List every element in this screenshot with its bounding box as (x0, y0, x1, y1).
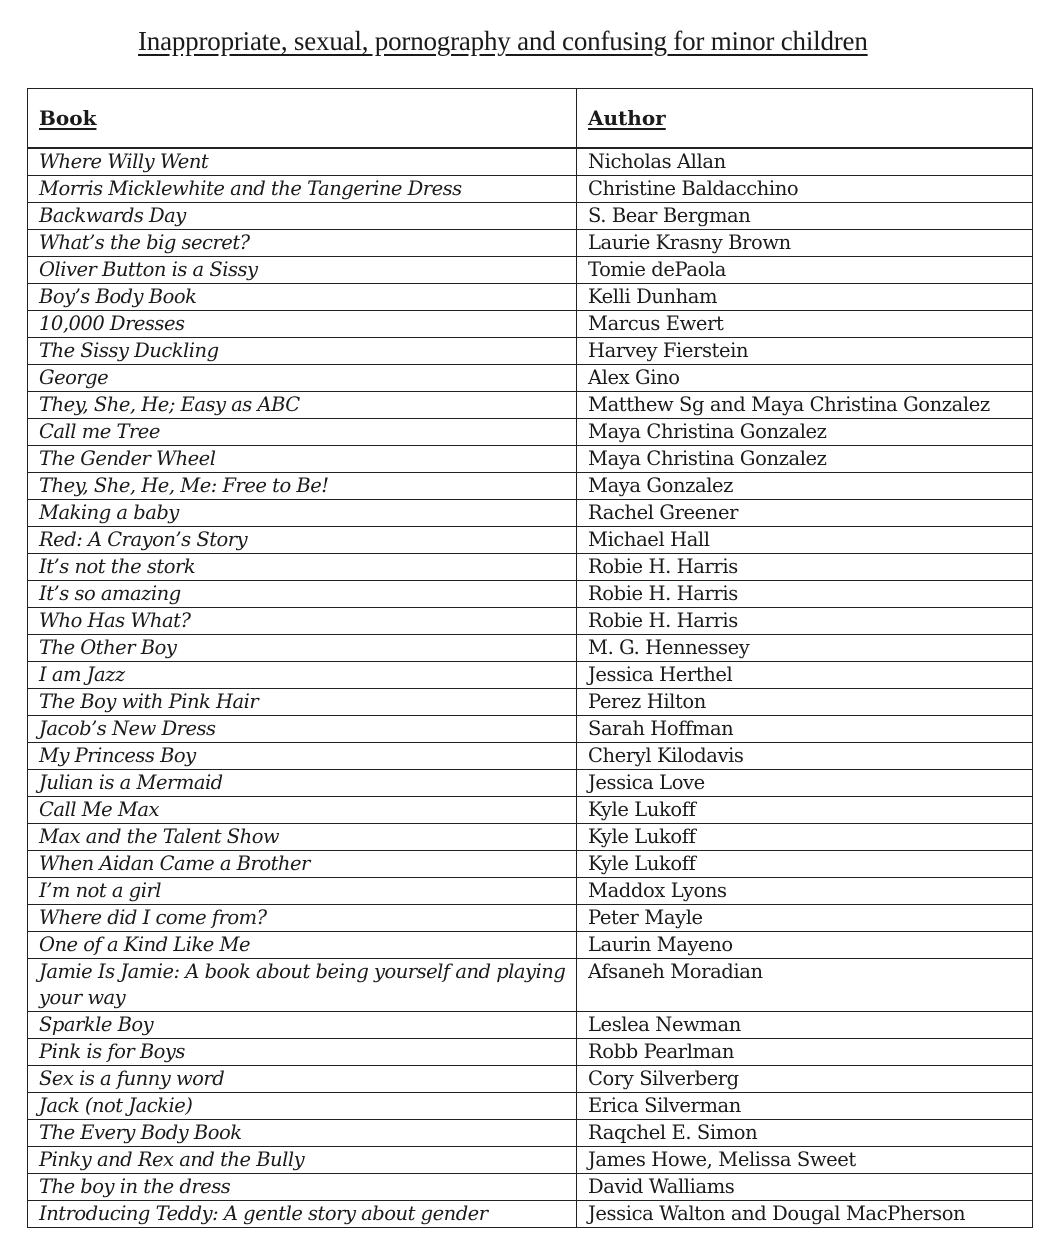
author-cell: Peter Mayle (577, 905, 1033, 932)
table-row (28, 770, 1033, 797)
column-header-author: Author (577, 89, 1033, 149)
table-row (28, 1093, 1033, 1120)
book-title-cell: Julian is a Mermaid (28, 770, 577, 797)
table-row (28, 230, 1033, 257)
table-row (28, 878, 1033, 905)
book-title-cell: One of a Kind Like Me (28, 932, 577, 959)
author-cell: Kyle Lukoff (577, 851, 1033, 878)
book-title-cell: Oliver Button is a Sissy (28, 257, 577, 284)
author-cell: James Howe, Melissa Sweet (577, 1147, 1033, 1174)
table-row (28, 392, 1033, 419)
table-body (28, 148, 1033, 1228)
book-title-cell: Backwards Day (28, 203, 577, 230)
author-cell: Matthew Sg and Maya Christina Gonzalez (577, 392, 1033, 419)
book-title-cell: Pink is for Boys (28, 1039, 577, 1066)
book-title-cell: Pinky and Rex and the Bully (28, 1147, 577, 1174)
author-cell: Jessica Walton and Dougal MacPherson (577, 1201, 1033, 1228)
book-title-cell: George (28, 365, 577, 392)
author-cell: Maya Christina Gonzalez (577, 446, 1033, 473)
table-row (28, 554, 1033, 581)
author-cell: Cheryl Kilodavis (577, 743, 1033, 770)
table-row (28, 365, 1033, 392)
author-cell: Afsaneh Moradian (577, 959, 1033, 1012)
book-title-cell: Red: A Crayon’s Story (28, 527, 577, 554)
book-title-cell: The Other Boy (28, 635, 577, 662)
author-cell: Robb Pearlman (577, 1039, 1033, 1066)
book-title-cell: The Gender Wheel (28, 446, 577, 473)
book-title-cell: The boy in the dress (28, 1174, 577, 1201)
author-cell: Christine Baldacchino (577, 176, 1033, 203)
table-row (28, 1012, 1033, 1039)
table-row (28, 338, 1033, 365)
table-row (28, 716, 1033, 743)
author-cell: Rachel Greener (577, 500, 1033, 527)
table-row (28, 1201, 1033, 1228)
table-header-row (28, 89, 1033, 149)
book-title-cell: Sex is a funny word (28, 1066, 577, 1093)
column-header-book: Book (28, 89, 577, 149)
table-row (28, 419, 1033, 446)
author-cell: Robie H. Harris (577, 581, 1033, 608)
book-title-cell: Jacob’s New Dress (28, 716, 577, 743)
book-title-cell: Boy’s Body Book (28, 284, 577, 311)
book-title-cell: 10,000 Dresses (28, 311, 577, 338)
author-cell: Tomie dePaola (577, 257, 1033, 284)
author-cell: Erica Silverman (577, 1093, 1033, 1120)
book-list-table (27, 88, 1033, 1228)
book-title-cell: Morris Micklewhite and the Tangerine Dress (28, 176, 577, 203)
author-cell: Laurie Krasny Brown (577, 230, 1033, 257)
author-cell: Kelli Dunham (577, 284, 1033, 311)
table-row (28, 1039, 1033, 1066)
author-cell: Raqchel E. Simon (577, 1120, 1033, 1147)
book-title-cell: Sparkle Boy (28, 1012, 577, 1039)
table-row (28, 635, 1033, 662)
book-title-cell: Jamie Is Jamie: A book about being yourself and playing your way (28, 959, 577, 1012)
author-cell: Michael Hall (577, 527, 1033, 554)
table-row (28, 797, 1033, 824)
book-title-cell: Introducing Teddy: A gentle story about gender (28, 1201, 577, 1228)
table-row (28, 311, 1033, 338)
book-title-cell: They, She, He; Easy as ABC (28, 392, 577, 419)
book-title-cell: What’s the big secret? (28, 230, 577, 257)
table-row (28, 959, 1033, 1012)
table-row (28, 527, 1033, 554)
author-cell: Jessica Love (577, 770, 1033, 797)
book-title-cell: Max and the Talent Show (28, 824, 577, 851)
table-row (28, 1120, 1033, 1147)
author-cell: Leslea Newman (577, 1012, 1033, 1039)
author-cell: Jessica Herthel (577, 662, 1033, 689)
author-cell: Maya Gonzalez (577, 473, 1033, 500)
book-title-cell: The Every Body Book (28, 1120, 577, 1147)
author-cell: Nicholas Allan (577, 148, 1033, 176)
book-title-cell: Making a baby (28, 500, 577, 527)
table-row (28, 284, 1033, 311)
author-cell: Kyle Lukoff (577, 824, 1033, 851)
table-row (28, 824, 1033, 851)
book-title-cell: The Sissy Duckling (28, 338, 577, 365)
table-row (28, 148, 1033, 176)
author-cell: Kyle Lukoff (577, 797, 1033, 824)
table-row (28, 203, 1033, 230)
table-row (28, 932, 1033, 959)
author-cell: Sarah Hoffman (577, 716, 1033, 743)
table-row (28, 176, 1033, 203)
book-title-cell: Where did I come from? (28, 905, 577, 932)
author-cell: Harvey Fierstein (577, 338, 1033, 365)
table-row (28, 1147, 1033, 1174)
table-row (28, 608, 1033, 635)
book-title-cell: Call Me Max (28, 797, 577, 824)
table-row (28, 851, 1033, 878)
book-title-cell: I am Jazz (28, 662, 577, 689)
table-row (28, 689, 1033, 716)
author-cell: Maya Christina Gonzalez (577, 419, 1033, 446)
book-title-cell: My Princess Boy (28, 743, 577, 770)
author-cell: M. G. Hennessey (577, 635, 1033, 662)
author-cell: Robie H. Harris (577, 608, 1033, 635)
book-title-cell: Who Has What? (28, 608, 577, 635)
author-cell: Laurin Mayeno (577, 932, 1033, 959)
table-row (28, 1174, 1033, 1201)
author-cell: S. Bear Bergman (577, 203, 1033, 230)
book-title-cell: When Aidan Came a Brother (28, 851, 577, 878)
author-cell: Marcus Ewert (577, 311, 1033, 338)
table-row (28, 1066, 1033, 1093)
book-title-cell: Where Willy Went (28, 148, 577, 176)
table-row (28, 500, 1033, 527)
table-row (28, 743, 1033, 770)
author-cell: Alex Gino (577, 365, 1033, 392)
book-title-cell: Call me Tree (28, 419, 577, 446)
table-row (28, 581, 1033, 608)
table-row (28, 905, 1033, 932)
book-title-cell: The Boy with Pink Hair (28, 689, 577, 716)
author-cell: David Walliams (577, 1174, 1033, 1201)
book-title-cell: It’s not the stork (28, 554, 577, 581)
author-cell: Perez Hilton (577, 689, 1033, 716)
table-row (28, 257, 1033, 284)
table-row (28, 446, 1033, 473)
table-row (28, 662, 1033, 689)
book-title-cell: It’s so amazing (28, 581, 577, 608)
author-cell: Cory Silverberg (577, 1066, 1033, 1093)
book-title-cell: I’m not a girl (28, 878, 577, 905)
author-cell: Maddox Lyons (577, 878, 1033, 905)
table-row (28, 473, 1033, 500)
book-title-cell: Jack (not Jackie) (28, 1093, 577, 1120)
book-title-cell: They, She, He, Me: Free to Be! (28, 473, 577, 500)
document-title: Inappropriate, sexual, pornography and confusing for minor children (138, 26, 868, 56)
author-cell: Robie H. Harris (577, 554, 1033, 581)
